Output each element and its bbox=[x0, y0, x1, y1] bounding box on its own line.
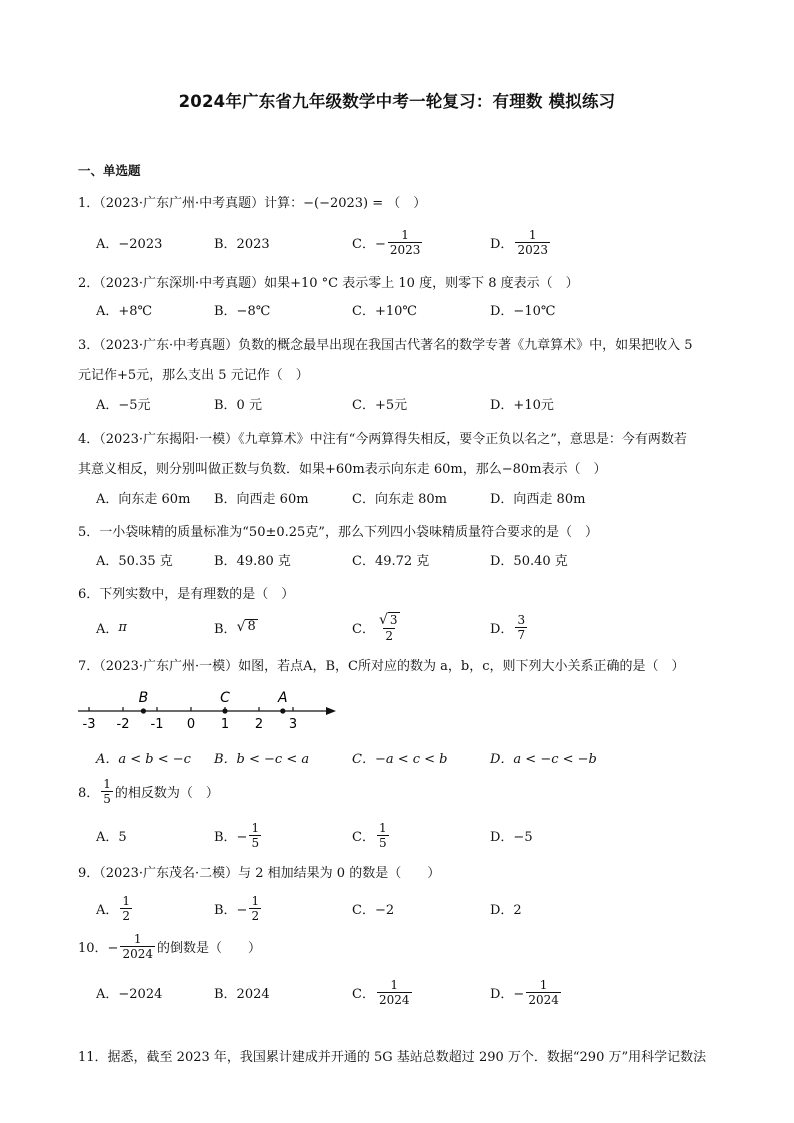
numerator: 1 bbox=[528, 227, 537, 242]
fraction bbox=[377, 612, 402, 643]
fraction bbox=[249, 894, 261, 923]
option-c[interactable] bbox=[352, 610, 404, 644]
question-8-text: 的相反数为（ ） bbox=[114, 786, 219, 801]
denominator: 5 bbox=[251, 835, 260, 850]
question-6-options bbox=[96, 610, 716, 644]
option-label: C． bbox=[352, 986, 375, 1002]
question-10-stem bbox=[78, 932, 261, 961]
question-5-stem: 5．一小袋味精的质量标准为“50±0.25克”，那么下列四小袋味精质量符合要求的是（ ） bbox=[78, 525, 598, 540]
question-4-stem-line-2: 其意义相反，则分别叫做正数与负数．如果+60m表示向东走 60m，那么−80m表示（ ） bbox=[78, 462, 607, 477]
option-d[interactable] bbox=[490, 610, 529, 644]
point-B bbox=[141, 708, 146, 713]
fraction bbox=[120, 894, 132, 923]
option-label: C． bbox=[352, 621, 375, 637]
option-a[interactable]: A．50.35 克 bbox=[96, 553, 173, 569]
denominator: 5 bbox=[378, 835, 387, 850]
denominator: 2024 bbox=[122, 947, 153, 961]
question-8-stem: 8． $\frac{1}{5}$ 的相反数为（ ） bbox=[78, 777, 219, 806]
tick-label: -2 bbox=[116, 717, 130, 732]
option-a[interactable]: A．−2024 bbox=[96, 986, 163, 1002]
denominator: 2 bbox=[251, 908, 260, 923]
tick-label: 2 bbox=[254, 717, 264, 732]
tick-label: -1 bbox=[150, 717, 164, 732]
question-2-stem: 2．（2023·广东深圳·中考真题）如果+10 °C 表示零上 10 度，则零下 8 度表示（ ） bbox=[78, 276, 579, 291]
numerator: 1 bbox=[122, 893, 131, 908]
numerator: 1 bbox=[390, 977, 399, 992]
question-7-options bbox=[96, 740, 716, 774]
radicand: 3 bbox=[389, 612, 398, 627]
option-d[interactable]: D．+10元 bbox=[490, 397, 554, 413]
question-1-options bbox=[96, 225, 716, 259]
question-10-text: 的倒数是（ ） bbox=[156, 941, 261, 956]
fraction bbox=[377, 978, 412, 1007]
tick-label: 1 bbox=[220, 717, 230, 732]
fraction bbox=[120, 932, 155, 961]
denominator: 7 bbox=[517, 627, 526, 642]
numerator: 1 bbox=[133, 932, 142, 946]
option-d[interactable]: D．−5 bbox=[490, 829, 533, 845]
question-5-options bbox=[96, 542, 716, 576]
option-b[interactable]: B．向西走 60m bbox=[214, 491, 309, 507]
question-11-stem: 11．据悉，截至 2023 年，我国累计建成并开通的 5G 基站总数超过 290 万个．数据“290 万”用科学记数法 bbox=[78, 1050, 707, 1065]
question-9-options bbox=[96, 891, 716, 925]
option-label: D． bbox=[490, 236, 514, 252]
question-3-stem-line-2: 元记作+5元，那么支出 5 元记作（ ） bbox=[78, 368, 309, 383]
option-a[interactable] bbox=[96, 891, 134, 925]
option-b[interactable] bbox=[214, 610, 258, 644]
option-c[interactable]: C．+5元 bbox=[352, 397, 408, 413]
page-title: 2024年广东省九年级数学中考一轮复习：有理数 模拟练习 bbox=[178, 92, 616, 111]
numerator: 1 bbox=[378, 820, 387, 835]
option-label: B． bbox=[214, 621, 237, 637]
option-b[interactable]: B．49.80 克 bbox=[214, 553, 291, 569]
option-c[interactable]: C．向东走 80m bbox=[352, 491, 447, 507]
option-label: A． bbox=[96, 621, 119, 637]
number-line-figure bbox=[74, 686, 344, 732]
option-label: B．− bbox=[214, 902, 248, 918]
denominator: 2023 bbox=[517, 242, 548, 257]
option-c[interactable]: C．−2 bbox=[352, 902, 395, 918]
fraction bbox=[526, 978, 561, 1007]
denominator: 2024 bbox=[378, 992, 410, 1007]
option-a[interactable]: A．5 bbox=[96, 829, 127, 845]
option-label: A． bbox=[96, 902, 119, 918]
option-b[interactable]: B．0 元 bbox=[214, 397, 262, 413]
option-b[interactable]: B．2023 bbox=[214, 236, 270, 252]
fraction bbox=[101, 777, 113, 806]
option-label: C．− bbox=[352, 236, 386, 252]
option-label: D．− bbox=[490, 986, 525, 1002]
option-label: B．− bbox=[214, 829, 248, 845]
option-c[interactable]: C．+10℃ bbox=[352, 303, 417, 319]
numerator: 1 bbox=[251, 893, 260, 908]
option-c[interactable]: C．−a < c < b bbox=[352, 751, 448, 767]
tick-label: 0 bbox=[186, 717, 196, 732]
axis-arrow-icon bbox=[326, 707, 336, 715]
numerator: 1 bbox=[401, 227, 409, 242]
option-c[interactable]: C．49.72 克 bbox=[352, 553, 430, 569]
option-d[interactable]: D．向西走 80m bbox=[490, 491, 586, 507]
option-d[interactable]: D．2 bbox=[490, 902, 522, 918]
numerator: 1 bbox=[539, 977, 548, 992]
fraction bbox=[377, 821, 389, 850]
radicand: 8 bbox=[247, 619, 256, 634]
numerator: 1 bbox=[251, 820, 260, 835]
question-3-stem-line-1: 3．（2023·广东·中考真题）负数的概念最早出现在我国古代著名的数学专著《九章算术》中，如果把收入 5 bbox=[78, 338, 693, 353]
option-b[interactable]: B．2024 bbox=[214, 986, 270, 1002]
question-4-options bbox=[96, 480, 716, 514]
option-a[interactable]: A．−5元 bbox=[96, 397, 151, 413]
option-label: D． bbox=[490, 621, 514, 637]
fraction bbox=[388, 228, 423, 257]
fraction bbox=[515, 228, 550, 257]
option-a[interactable] bbox=[96, 610, 127, 644]
question-8-options bbox=[96, 818, 716, 852]
denominator: 5 bbox=[103, 792, 111, 806]
question-6-stem: 6．下列实数中，是有理数的是（ ） bbox=[78, 587, 295, 602]
denominator: 2 bbox=[122, 908, 131, 923]
option-d[interactable] bbox=[490, 975, 563, 1009]
question-9-stem: 9．（2023·广东茂名·二模）与 2 相加结果为 0 的数是（ ） bbox=[78, 866, 441, 881]
option-a[interactable]: A．+8℃ bbox=[96, 303, 153, 319]
question-3-options bbox=[96, 386, 716, 420]
tick-label: -3 bbox=[82, 717, 96, 732]
option-d[interactable] bbox=[490, 225, 552, 259]
option-b[interactable]: B．−8℃ bbox=[214, 303, 271, 319]
pi-symbol: π bbox=[118, 619, 127, 635]
option-label: C． bbox=[352, 829, 375, 845]
square-root: √ 3 bbox=[378, 611, 398, 628]
option-c[interactable] bbox=[352, 818, 391, 852]
question-1-stem: 1．（2023·广东广州·中考真题）计算：−(−2023) = （ ） bbox=[78, 196, 427, 211]
option-d[interactable]: D．−10℃ bbox=[490, 303, 556, 319]
point-label: B bbox=[138, 690, 149, 706]
option-a[interactable]: A．a < b < −c bbox=[96, 751, 191, 767]
option-d[interactable]: D．50.40 克 bbox=[490, 553, 568, 569]
question-10-options bbox=[96, 975, 716, 1009]
square-root: √ 8 bbox=[236, 619, 256, 635]
question-4-stem-line-1: 4．（2023·广东揭阳·一模）《九章算术》中注有“今两算得失相反，要令正负以名之”，意思是：今有两数若 bbox=[78, 432, 687, 447]
denominator: 2 bbox=[385, 628, 394, 643]
option-a[interactable]: A．向东走 60m bbox=[96, 491, 191, 507]
question-2-options bbox=[96, 292, 716, 326]
tick-label: 3 bbox=[288, 717, 298, 732]
denominator: 2024 bbox=[528, 992, 559, 1007]
numerator: 1 bbox=[103, 777, 111, 791]
point-A bbox=[280, 708, 285, 713]
question-10-prefix: 10．− bbox=[78, 941, 119, 956]
point-C bbox=[222, 708, 227, 713]
section-heading: 一、单选题 bbox=[78, 163, 141, 178]
number-line-points bbox=[139, 690, 288, 714]
numerator: 3 bbox=[517, 612, 526, 627]
option-c[interactable] bbox=[352, 975, 414, 1009]
option-c[interactable] bbox=[352, 225, 424, 259]
option-b[interactable] bbox=[214, 891, 263, 925]
option-b[interactable]: B．b < −c < a bbox=[214, 751, 310, 767]
point-label: C bbox=[220, 690, 230, 706]
fraction bbox=[515, 613, 527, 642]
point-label: A bbox=[278, 690, 288, 706]
denominator: 2023 bbox=[389, 242, 421, 257]
numerator bbox=[377, 612, 402, 628]
option-d[interactable]: D．a < −c < −b bbox=[490, 751, 597, 767]
option-b[interactable] bbox=[214, 818, 263, 852]
question-7-stem: 7．（2023·广东广州·一模）如图，若点A，B，C所对应的数为 a，b，c，则下列大小关系正确的是（ ） bbox=[78, 659, 685, 674]
option-a[interactable]: A．−2023 bbox=[96, 236, 163, 252]
fraction bbox=[249, 821, 261, 850]
